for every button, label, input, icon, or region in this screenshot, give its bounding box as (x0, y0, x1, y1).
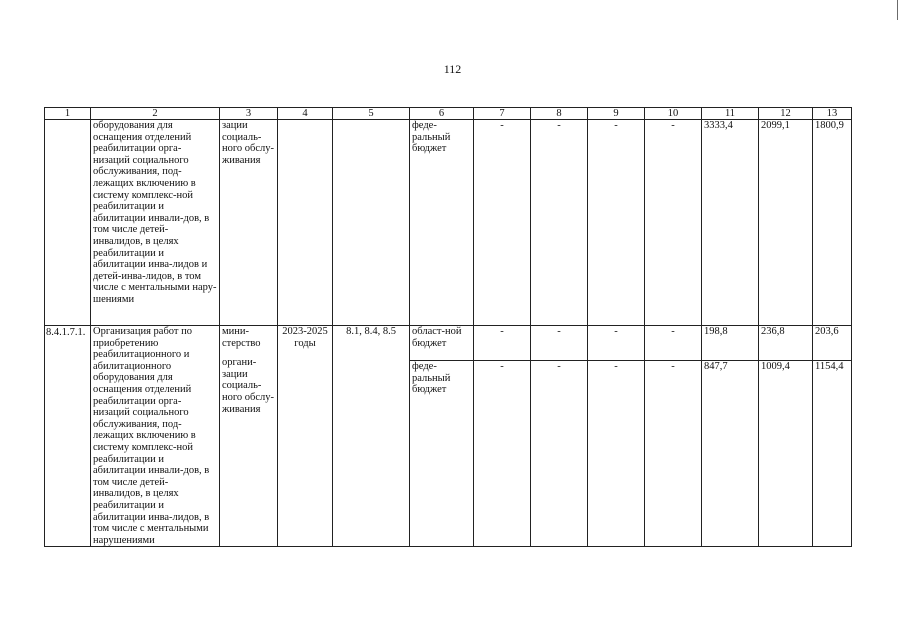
indicators-cell: 8.1, 8.4, 8.5 (333, 326, 410, 547)
header-cell: 9 (588, 108, 645, 120)
row-number-cell: 8.4.1.7.1. (45, 326, 91, 547)
value-cell: 1800,9 (813, 120, 852, 326)
value-cell: 847,7 (702, 360, 759, 546)
page-number: 112 (443, 62, 462, 76)
header-cell: 12 (759, 108, 813, 120)
value-cell: 3333,4 (702, 120, 759, 326)
value-cell: 1154,4 (813, 360, 852, 546)
value-cell: - (474, 360, 531, 546)
table-row (45, 120, 852, 326)
value-cell: - (474, 120, 531, 326)
header-cell: 7 (474, 108, 531, 120)
funding-source-cell: феде-ральный бюджет (410, 360, 474, 546)
value-cell: 2099,1 (759, 120, 813, 326)
header-cell: 3 (220, 108, 278, 120)
header-cell: 1 (45, 108, 91, 120)
value-cell: - (531, 120, 588, 326)
value-cell: - (588, 360, 645, 546)
value-cell: 1009,4 (759, 360, 813, 546)
description-cell: оборудования для оснащения отделений реабилитации орга-низаций социального обслуживания, под-лежащих включению в систему комплекс-ной реабилитации и абилитации инвали-дов, в том числе детей-инвалидов, в целях реабилитации и абилитации инва-лидов и детей-инва-лидов, в том числе с ментальными нару-шениями (91, 120, 220, 326)
executor-ministry: мини-стерство (222, 326, 261, 349)
header-cell: 8 (531, 108, 588, 120)
value-cell: - (531, 360, 588, 546)
value-cell: - (645, 360, 702, 546)
value-cell: 198,8 (702, 326, 759, 361)
funding-source-cell: феде-ральный бюджет (410, 120, 474, 326)
period-cell: 2023-2025 годы (278, 326, 333, 547)
description-cell: Организация работ по приобретению реабилитационного и абилитационного оборудования для оснащения отделений реабилитации орга-низаций социального обслуживания, под-лежащих включению в систему комплекс-ной реабилитации и абилитации инвали-дов, в том числе детей-инвалидов, в целях реабилитации и абилитации инва-лидов, в том числе с ментальными нарушениями (91, 326, 220, 547)
header-cell: 4 (278, 108, 333, 120)
funding-source-cell: област-ной бюджет (410, 326, 474, 361)
header-row (45, 108, 852, 120)
page-edge-mark (897, 0, 898, 20)
value-cell: - (645, 120, 702, 326)
indicators-cell (333, 120, 410, 326)
value-cell: - (531, 326, 588, 361)
header-cell: 11 (702, 108, 759, 120)
header-cell: 13 (813, 108, 852, 120)
row-number-cell (45, 120, 91, 326)
header-cell: 6 (410, 108, 474, 120)
value-cell: - (645, 326, 702, 361)
executor-organizations: органи-зации социаль-ного обслу-живания (222, 357, 275, 415)
value-cell: - (588, 326, 645, 361)
period-cell (278, 120, 333, 326)
header-cell: 10 (645, 108, 702, 120)
program-table (44, 107, 852, 547)
executor-cell (220, 326, 278, 547)
value-cell: - (588, 120, 645, 326)
header-cell: 2 (91, 108, 220, 120)
value-cell: 236,8 (759, 326, 813, 361)
table-row (45, 326, 852, 361)
executor-cell: зации социаль-ного обслу-живания (220, 120, 278, 326)
value-cell: 203,6 (813, 326, 852, 361)
header-cell: 5 (333, 108, 410, 120)
value-cell: - (474, 326, 531, 361)
